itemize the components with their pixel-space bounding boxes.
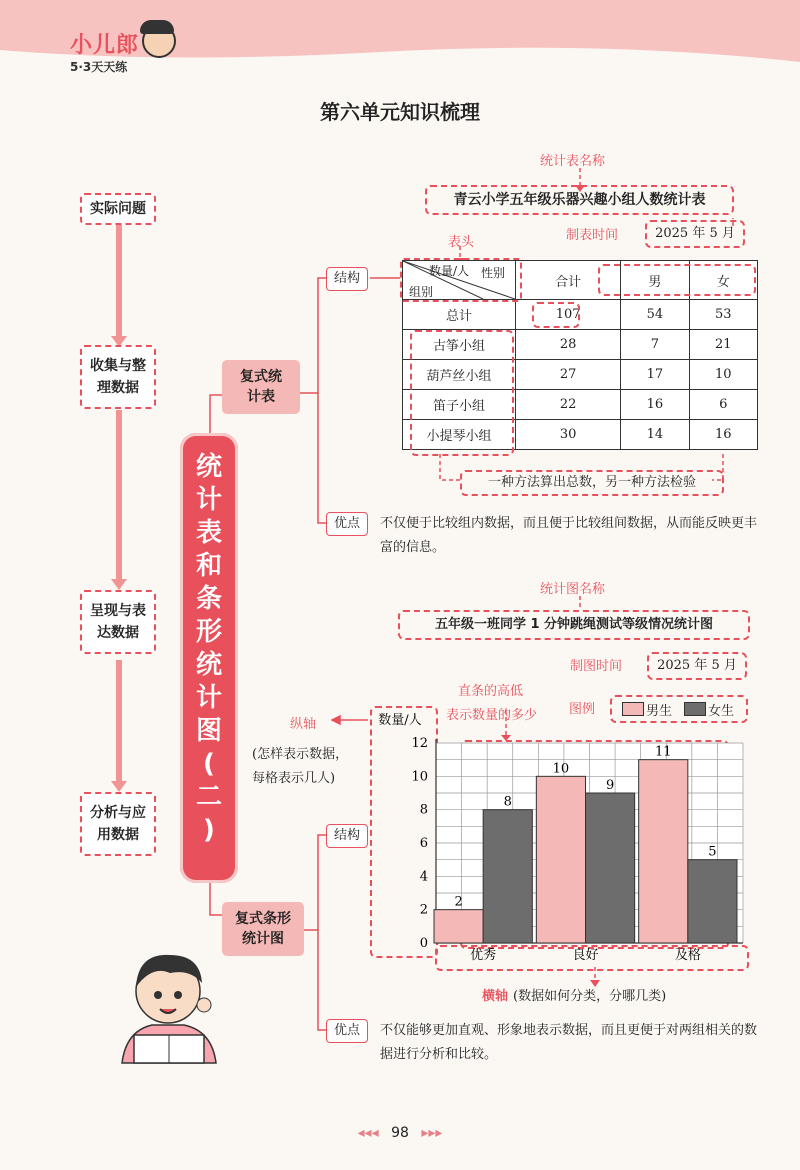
bar-female-1 bbox=[586, 793, 635, 943]
cartoon-boy-icon bbox=[112, 935, 222, 1065]
next-arrows-icon: ▸▸▸ bbox=[421, 1125, 443, 1141]
tag-chart-advantage: 优点 bbox=[326, 1019, 368, 1043]
bar-height-note-2: 表示数量的多少 bbox=[446, 708, 538, 723]
cell-value: 7 bbox=[621, 330, 689, 360]
corner-group: 组别 bbox=[409, 285, 434, 299]
bar-male-2 bbox=[639, 760, 688, 943]
cell-value: 10 bbox=[689, 360, 757, 390]
y-tick-label: 6 bbox=[419, 836, 428, 851]
corner-gender: 性别 bbox=[481, 266, 506, 280]
cell-value: 28 bbox=[516, 330, 621, 360]
x-axis-note: (数据如何分类，分哪几类) bbox=[513, 989, 667, 1004]
bar-value-label: 11 bbox=[654, 744, 672, 760]
y-tick-label: 10 bbox=[411, 769, 428, 785]
tag-chart-structure: 结构 bbox=[326, 824, 368, 848]
brand-subtitle: 5·3天天练 bbox=[70, 60, 128, 74]
legend-label: 图例 bbox=[569, 702, 596, 717]
flow-step-label: 实际问题 bbox=[90, 201, 146, 217]
page-footer bbox=[340, 1125, 460, 1141]
x-category-label: 及格 bbox=[674, 948, 701, 963]
bar-height-note-1: 直条的高低 bbox=[458, 684, 524, 699]
col-header-total: 合计 bbox=[516, 261, 621, 300]
cell-value: 16 bbox=[621, 390, 689, 420]
table-advantage-text: 不仅便于比较组内数据，而且便于比较组间数据，从而能反映更丰富的信息。 bbox=[380, 516, 758, 555]
bar-value-label: 9 bbox=[605, 778, 615, 793]
flow-step-label: 分析与应 用数据 bbox=[90, 805, 146, 843]
brand-name: 小儿郎 bbox=[70, 33, 140, 58]
flow-step-label: 呈现与表 达数据 bbox=[90, 603, 146, 641]
page-number: 98 bbox=[391, 1125, 409, 1141]
chart-time: 2025 年 5 月 bbox=[657, 658, 737, 673]
x-category-label: 优秀 bbox=[470, 948, 497, 963]
x-axis-label: 横轴 bbox=[482, 989, 509, 1004]
y-tick-label: 0 bbox=[419, 936, 428, 951]
row-label: 葫芦丝小组 bbox=[403, 360, 516, 390]
page-title: 第六单元知识梳理 bbox=[320, 100, 480, 124]
col-header-male: 男 bbox=[621, 261, 689, 300]
row-label: 总计 bbox=[403, 300, 516, 330]
bar-male-0 bbox=[434, 910, 483, 943]
table-time: 2025 年 5 月 bbox=[655, 226, 735, 241]
bar-female-0 bbox=[483, 810, 532, 943]
chart-time-label: 制图时间 bbox=[570, 659, 623, 674]
tag-table-advantage: 优点 bbox=[326, 512, 368, 536]
chart-name-label: 统计图名称 bbox=[540, 582, 606, 597]
bar-value-label: 8 bbox=[503, 794, 512, 810]
x-category-label: 良好 bbox=[572, 948, 599, 963]
y-axis-label: 纵轴 bbox=[290, 717, 317, 732]
cell-value: 16 bbox=[689, 420, 757, 450]
cell-value: 21 bbox=[689, 330, 757, 360]
branch-label: 复式条形 统计图 bbox=[235, 911, 291, 947]
cell-value: 30 bbox=[516, 420, 621, 450]
row-label: 笛子小组 bbox=[403, 390, 516, 420]
table-header-label: 表头 bbox=[448, 235, 475, 250]
y-axis-note-1: (怎样表示数据， bbox=[252, 747, 349, 762]
y-tick-label: 4 bbox=[419, 869, 428, 885]
corner-qty: 数量/人 bbox=[429, 264, 470, 278]
flow-step-label: 收集与整 理数据 bbox=[90, 358, 146, 396]
cell-value: 27 bbox=[516, 360, 621, 390]
cell-value: 17 bbox=[621, 360, 689, 390]
check-note: 一种方法算出总数，另一种方法检验 bbox=[487, 475, 696, 490]
legend-label-male: 男生 bbox=[646, 704, 673, 719]
cell-value: 6 bbox=[689, 390, 757, 420]
chart-title: 五年级一班同学 1 分钟跳绳测试等级情况统计图 bbox=[434, 617, 714, 632]
bar-value-label: 10 bbox=[552, 761, 570, 777]
prev-arrows-icon: ◂◂◂ bbox=[357, 1125, 379, 1141]
tag-table-structure: 结构 bbox=[326, 267, 368, 291]
row-label: 小提琴小组 bbox=[403, 420, 516, 450]
cell-value: 53 bbox=[689, 300, 757, 330]
bar-value-label: 5 bbox=[708, 844, 717, 860]
bar-female-2 bbox=[688, 860, 737, 943]
y-axis-note-2: 每格表示几人) bbox=[252, 771, 336, 786]
y-tick-label: 12 bbox=[411, 736, 428, 751]
branch-label: 复式统 计表 bbox=[240, 369, 282, 405]
legend-label-female: 女生 bbox=[708, 704, 735, 719]
row-label: 古筝小组 bbox=[403, 330, 516, 360]
unit-topic-text: 统 计 表 和 条 形 统 计 图 ( 二 ) bbox=[195, 452, 222, 845]
table-name: 青云小学五年级乐器兴趣小组人数统计表 bbox=[453, 192, 706, 208]
cell-value: 22 bbox=[516, 390, 621, 420]
table-name-label: 统计表名称 bbox=[540, 154, 606, 169]
bar-male-1 bbox=[536, 776, 585, 943]
cell-value: 14 bbox=[621, 420, 689, 450]
table-time-label: 制表时间 bbox=[566, 228, 619, 243]
y-tick-label: 8 bbox=[419, 802, 428, 818]
cell-value: 107 bbox=[516, 300, 621, 330]
y-tick-label: 2 bbox=[419, 902, 428, 918]
y-axis-title: 数量/人 bbox=[378, 713, 422, 728]
col-header-female: 女 bbox=[689, 261, 757, 300]
bar-value-label: 2 bbox=[454, 894, 463, 910]
cell-value: 54 bbox=[621, 300, 689, 330]
chart-advantage-text: 不仅能够更加直观、形象地表示数据，而且更便于对两组相关的数据进行分析和比较。 bbox=[380, 1023, 758, 1062]
